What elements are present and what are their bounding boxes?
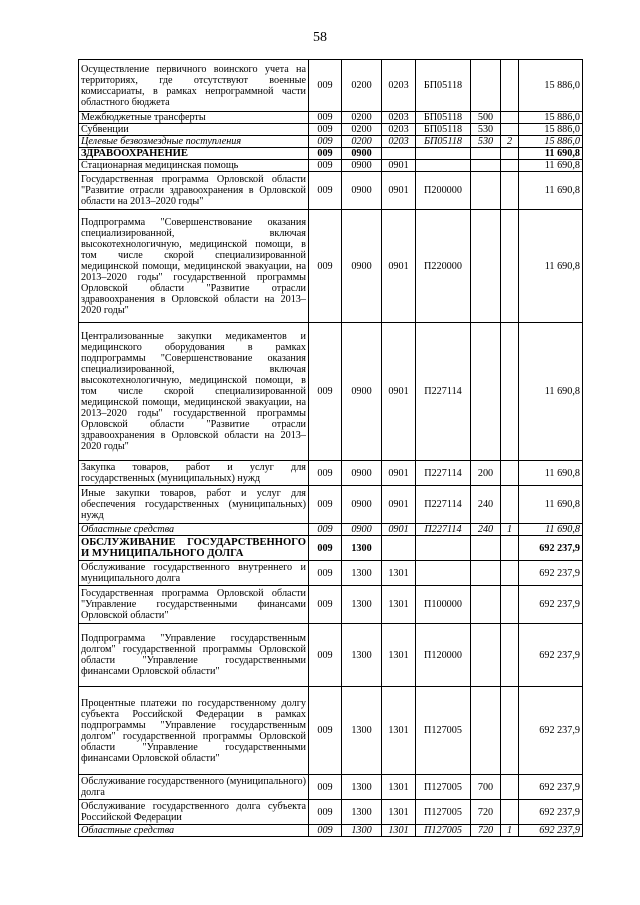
grbs-code: 009 [309,586,342,624]
target-article-code: П227114 [416,461,471,486]
table-row [79,136,583,148]
row-name: Целевые безвозмездные поступления [79,136,309,148]
grbs-code: 009 [309,624,342,687]
grbs-code: 009 [309,323,342,461]
funding-source-code [501,148,519,160]
section-code: 1300 [342,825,382,837]
grbs-code: 009 [309,136,342,148]
grbs-code: 009 [309,461,342,486]
expense-type-code [471,148,501,160]
funding-source-code [501,210,519,323]
target-article-code: П227114 [416,524,471,536]
section-code: 0900 [342,210,382,323]
target-article-code [416,160,471,172]
target-article-code: П100000 [416,586,471,624]
budget-table [78,59,583,837]
table-row [79,486,583,524]
expense-type-code: 530 [471,124,501,136]
subsection-code: 0901 [382,461,416,486]
subsection-code: 0203 [382,136,416,148]
section-code: 0900 [342,172,382,210]
table-row [79,624,583,687]
subsection-code: 0203 [382,124,416,136]
funding-source-code [501,60,519,112]
subsection-code: 0203 [382,60,416,112]
amount: 11 690,8 [519,210,583,323]
target-article-code: БП05118 [416,60,471,112]
target-article-code: П127005 [416,800,471,825]
amount: 692 237,9 [519,561,583,586]
row-name: Процентные платежи по государственному долгу субъекта Российской Федерации в рамках подпрограммы "Управление государственным долгом" государственной программы Орловской области "Управление государственными финансами Орловской области" [79,687,309,775]
expense-type-code: 500 [471,112,501,124]
row-name: Закупка товаров, работ и услуг для государственных (муниципальных) нужд [79,461,309,486]
funding-source-code: 1 [501,524,519,536]
amount: 15 886,0 [519,60,583,112]
subsection-code: 0901 [382,524,416,536]
expense-type-code [471,172,501,210]
amount: 11 690,8 [519,172,583,210]
row-name: Государственная программа Орловской области "Развитие отрасли здравоохранения в Орловской области на 2013–2020 годы" [79,172,309,210]
grbs-code: 009 [309,687,342,775]
section-code: 1300 [342,687,382,775]
subsection-code: 0901 [382,172,416,210]
funding-source-code [501,486,519,524]
funding-source-code [501,536,519,561]
grbs-code: 009 [309,800,342,825]
page-number: 58 [313,30,327,45]
target-article-code: П120000 [416,624,471,687]
funding-source-code [501,160,519,172]
section-code: 1300 [342,536,382,561]
row-name: Областные средства [79,825,309,837]
amount: 11 690,8 [519,461,583,486]
target-article-code: П227114 [416,323,471,461]
table-row [79,112,583,124]
grbs-code: 009 [309,775,342,800]
table-row [79,124,583,136]
expense-type-code: 240 [471,486,501,524]
amount: 692 237,9 [519,586,583,624]
expense-type-code [471,323,501,461]
amount: 692 237,9 [519,825,583,837]
table-row [79,323,583,461]
table-row [79,536,583,561]
subsection-code: 0901 [382,210,416,323]
subsection-code: 1301 [382,687,416,775]
amount: 692 237,9 [519,536,583,561]
row-name: Стационарная медицинская помощь [79,160,309,172]
subsection-code: 1301 [382,800,416,825]
funding-source-code [501,323,519,461]
target-article-code: БП05118 [416,124,471,136]
section-code: 1300 [342,586,382,624]
funding-source-code [501,775,519,800]
target-article-code: П127005 [416,825,471,837]
target-article-code: П227114 [416,486,471,524]
funding-source-code: 2 [501,136,519,148]
row-name: Осуществление первичного воинского учета на территориях, где отсутствуют военные комиссариаты, в рамках непрограммной части областного бюджета [79,60,309,112]
amount: 11 690,8 [519,486,583,524]
amount: 11 690,8 [519,148,583,160]
table-row [79,210,583,323]
expense-type-code [471,624,501,687]
subsection-code: 1301 [382,624,416,687]
section-code: 0200 [342,124,382,136]
row-name: Обслуживание государственного (муниципального) долга [79,775,309,800]
table-row [79,800,583,825]
amount: 15 886,0 [519,112,583,124]
section-code: 1300 [342,624,382,687]
grbs-code: 009 [309,210,342,323]
row-name: Иные закупки товаров, работ и услуг для обеспечения государственных (муниципальных) нужд [79,486,309,524]
funding-source-code [501,172,519,210]
subsection-code: 1301 [382,561,416,586]
expense-type-code [471,210,501,323]
amount: 15 886,0 [519,124,583,136]
amount: 692 237,9 [519,624,583,687]
target-article-code: П127005 [416,775,471,800]
funding-source-code [501,800,519,825]
row-name: ЗДРАВООХРАНЕНИЕ [79,148,309,160]
table-row [79,561,583,586]
funding-source-code [501,687,519,775]
table-row [79,825,583,837]
grbs-code: 009 [309,825,342,837]
amount: 11 690,8 [519,160,583,172]
row-name: Централизованные закупки медикаментов и медицинского оборудования в рамках подпрограммы "Совершенствование оказания специализированной, включая высокотехнологичную, медицинской помощи, в том числе скорой специализированной медицинской помощи, медицинской эвакуации, на 2013–2020 годы" государственной программы Орловской области "Развитие отрасли здравоохранения в Орловской области на 2013–2020 годы" [79,323,309,461]
table-row [79,60,583,112]
section-code: 0900 [342,461,382,486]
row-name: Государственная программа Орловской области "Управление государственными финансами Орловской области" [79,586,309,624]
amount: 11 690,8 [519,323,583,461]
target-article-code [416,536,471,561]
subsection-code: 0901 [382,160,416,172]
section-code: 0900 [342,148,382,160]
row-name: Обслуживание государственного внутреннего и муниципального долга [79,561,309,586]
funding-source-code [501,124,519,136]
subsection-code [382,148,416,160]
amount: 11 690,8 [519,524,583,536]
row-name: ОБСЛУЖИВАНИЕ ГОСУДАРСТВЕННОГО И МУНИЦИПАЛЬНОГО ДОЛГА [79,536,309,561]
expense-type-code [471,561,501,586]
row-name: Подпрограмма "Управление государственным долгом" государственной программы Орловской области "Управление государственными финансами Орловской области" [79,624,309,687]
funding-source-code [501,586,519,624]
section-code: 0200 [342,60,382,112]
table-row [79,160,583,172]
expense-type-code [471,687,501,775]
section-code: 1300 [342,775,382,800]
table-row [79,148,583,160]
target-article-code: П200000 [416,172,471,210]
grbs-code: 009 [309,160,342,172]
expense-type-code: 240 [471,524,501,536]
target-article-code [416,148,471,160]
funding-source-code: 1 [501,825,519,837]
grbs-code: 009 [309,148,342,160]
target-article-code [416,561,471,586]
subsection-code: 1301 [382,825,416,837]
target-article-code: П127005 [416,687,471,775]
subsection-code: 0901 [382,486,416,524]
section-code: 1300 [342,800,382,825]
section-code: 0200 [342,112,382,124]
subsection-code: 0901 [382,323,416,461]
table-row [79,775,583,800]
target-article-code: П220000 [416,210,471,323]
subsection-code: 0203 [382,112,416,124]
grbs-code: 009 [309,524,342,536]
table-row [79,687,583,775]
amount: 692 237,9 [519,687,583,775]
expense-type-code [471,160,501,172]
subsection-code: 1301 [382,586,416,624]
row-name: Субвенции [79,124,309,136]
amount: 692 237,9 [519,775,583,800]
table-row [79,461,583,486]
grbs-code: 009 [309,112,342,124]
grbs-code: 009 [309,124,342,136]
section-code: 0900 [342,524,382,536]
expense-type-code: 700 [471,775,501,800]
expense-type-code [471,586,501,624]
funding-source-code [501,461,519,486]
row-name: Межбюджетные трансферты [79,112,309,124]
table-row [79,586,583,624]
section-code: 1300 [342,561,382,586]
expense-type-code [471,60,501,112]
grbs-code: 009 [309,486,342,524]
grbs-code: 009 [309,172,342,210]
section-code: 0900 [342,160,382,172]
funding-source-code [501,624,519,687]
row-name: Подпрограмма "Совершенствование оказания специализированной, включая высокотехнологичную, медицинской помощи, в том числе скорой специализированной медицинской помощи, медицинской эвакуации, на 2013–2020 годы" государственной программы Орловской области "Развитие отрасли здравоохранения в Орловской области на 2013–2020 годы" [79,210,309,323]
section-code: 0900 [342,323,382,461]
expense-type-code: 200 [471,461,501,486]
table-row [79,172,583,210]
expense-type-code: 720 [471,800,501,825]
expense-type-code: 530 [471,136,501,148]
grbs-code: 009 [309,60,342,112]
amount: 15 886,0 [519,136,583,148]
section-code: 0200 [342,136,382,148]
budget-table-body [79,60,583,837]
expense-type-code [471,536,501,561]
table-row [79,524,583,536]
expense-type-code: 720 [471,825,501,837]
grbs-code: 009 [309,536,342,561]
section-code: 0900 [342,486,382,524]
funding-source-code [501,561,519,586]
row-name: Обслуживание государственного долга субъекта Российской Федерации [79,800,309,825]
row-name: Областные средства [79,524,309,536]
grbs-code: 009 [309,561,342,586]
target-article-code: БП05118 [416,136,471,148]
funding-source-code [501,112,519,124]
amount: 692 237,9 [519,800,583,825]
subsection-code: 1301 [382,775,416,800]
target-article-code: БП05118 [416,112,471,124]
subsection-code [382,536,416,561]
